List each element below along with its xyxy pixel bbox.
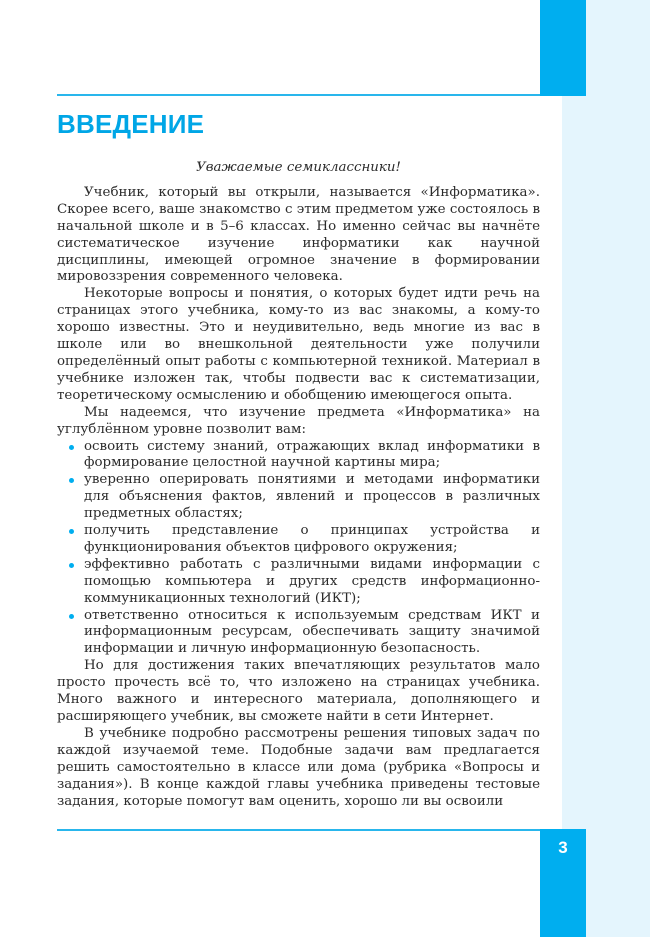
- list-item: [57, 523, 540, 557]
- bottom-rule: [57, 829, 540, 831]
- list-item-text: получить представление о принципах устройства и функционирования объектов цифрового окружения;: [84, 523, 540, 555]
- paragraph: Некоторые вопросы и понятия, о которых будет идти речь на страницах этого учебника, кому-то из вас знакомы, а кому-то хорошо известны. Это и неудивительно, ведь многие из вас в школе или во внешкольной деятельности уже получили определённый опыт работы с компьютерной техникой. Материал в учебнике изложен так, чтобы подвести вас к систематизации, теоретическому осмыслению и обобщению имеющегося опыта.: [57, 286, 540, 403]
- list-item: [57, 557, 540, 608]
- paragraph: В учебнике подробно рассмотрены решения типовых задач по каждой изучаемой теме. Подобные задачи вам предлагается решить самостоятельно в классе или дома (рубрика «Вопросы и задания»). В конце каждой главы учебника приведены тестовые задания, которые помогут вам оценить, хорошо ли вы освоили: [57, 725, 540, 809]
- paragraph: Но для достижения таких впечатляющих результатов мало просто прочесть всё то, что изложено на страницах учебника. Много важного и интересного материала, дополняющего и расширяющего учебник, вы сможете найти в сети Интернет.: [57, 658, 540, 724]
- page-title: ВВЕДЕНИЕ: [57, 109, 205, 139]
- list-item: [57, 439, 540, 473]
- top-rule: [57, 94, 540, 96]
- salutation: Уважаемые семиклассники!: [196, 160, 401, 175]
- list-item-text: освоить систему знаний, отражающих вклад информатики в формирование целостной научной картины мира;: [84, 438, 540, 471]
- bullet-icon: [69, 445, 74, 450]
- list-item-text: эффективно работать с различными видами информации с помощью компьютера и других средств информационно-коммуникационных технологий (ИКТ);: [84, 556, 540, 606]
- paragraph: Мы надеемся, что изучение предмета «Информатика» на углублённом уровне позволит вам:: [57, 404, 540, 437]
- side-strip: [562, 96, 650, 937]
- list-item-text: уверенно оперировать понятиями и методами информатики для объяснения фактов, явлений и процессов в различных предметных областях;: [84, 472, 540, 522]
- top-color-tab: [540, 0, 586, 96]
- bullet-icon: [69, 529, 74, 534]
- page-body: [57, 160, 540, 810]
- paragraph: Учебник, который вы открыли, называется «Информатика». Скорее всего, ваше знакомство с этим предметом уже состоялось в начальной школе и в 5–6 классах. Но именно сейчас вы начнёте систематическое изучение информатики как научной дисциплины, имеющей огромное значение в формировании мировоззрения современного человека.: [57, 184, 540, 285]
- list-item: [57, 608, 540, 659]
- bullet-icon: [69, 614, 74, 619]
- bullet-icon: [69, 563, 74, 568]
- list-item-text: ответственно относиться к используемым средствам ИКТ и информационным ресурсам, обеспечивать защиту значимой информации и личную информационную безопасность.: [84, 607, 540, 657]
- goals-list: [57, 439, 540, 659]
- page-number: 3: [558, 838, 568, 857]
- side-strip-top: [586, 0, 650, 96]
- bullet-icon: [69, 478, 74, 483]
- list-item: [57, 472, 540, 523]
